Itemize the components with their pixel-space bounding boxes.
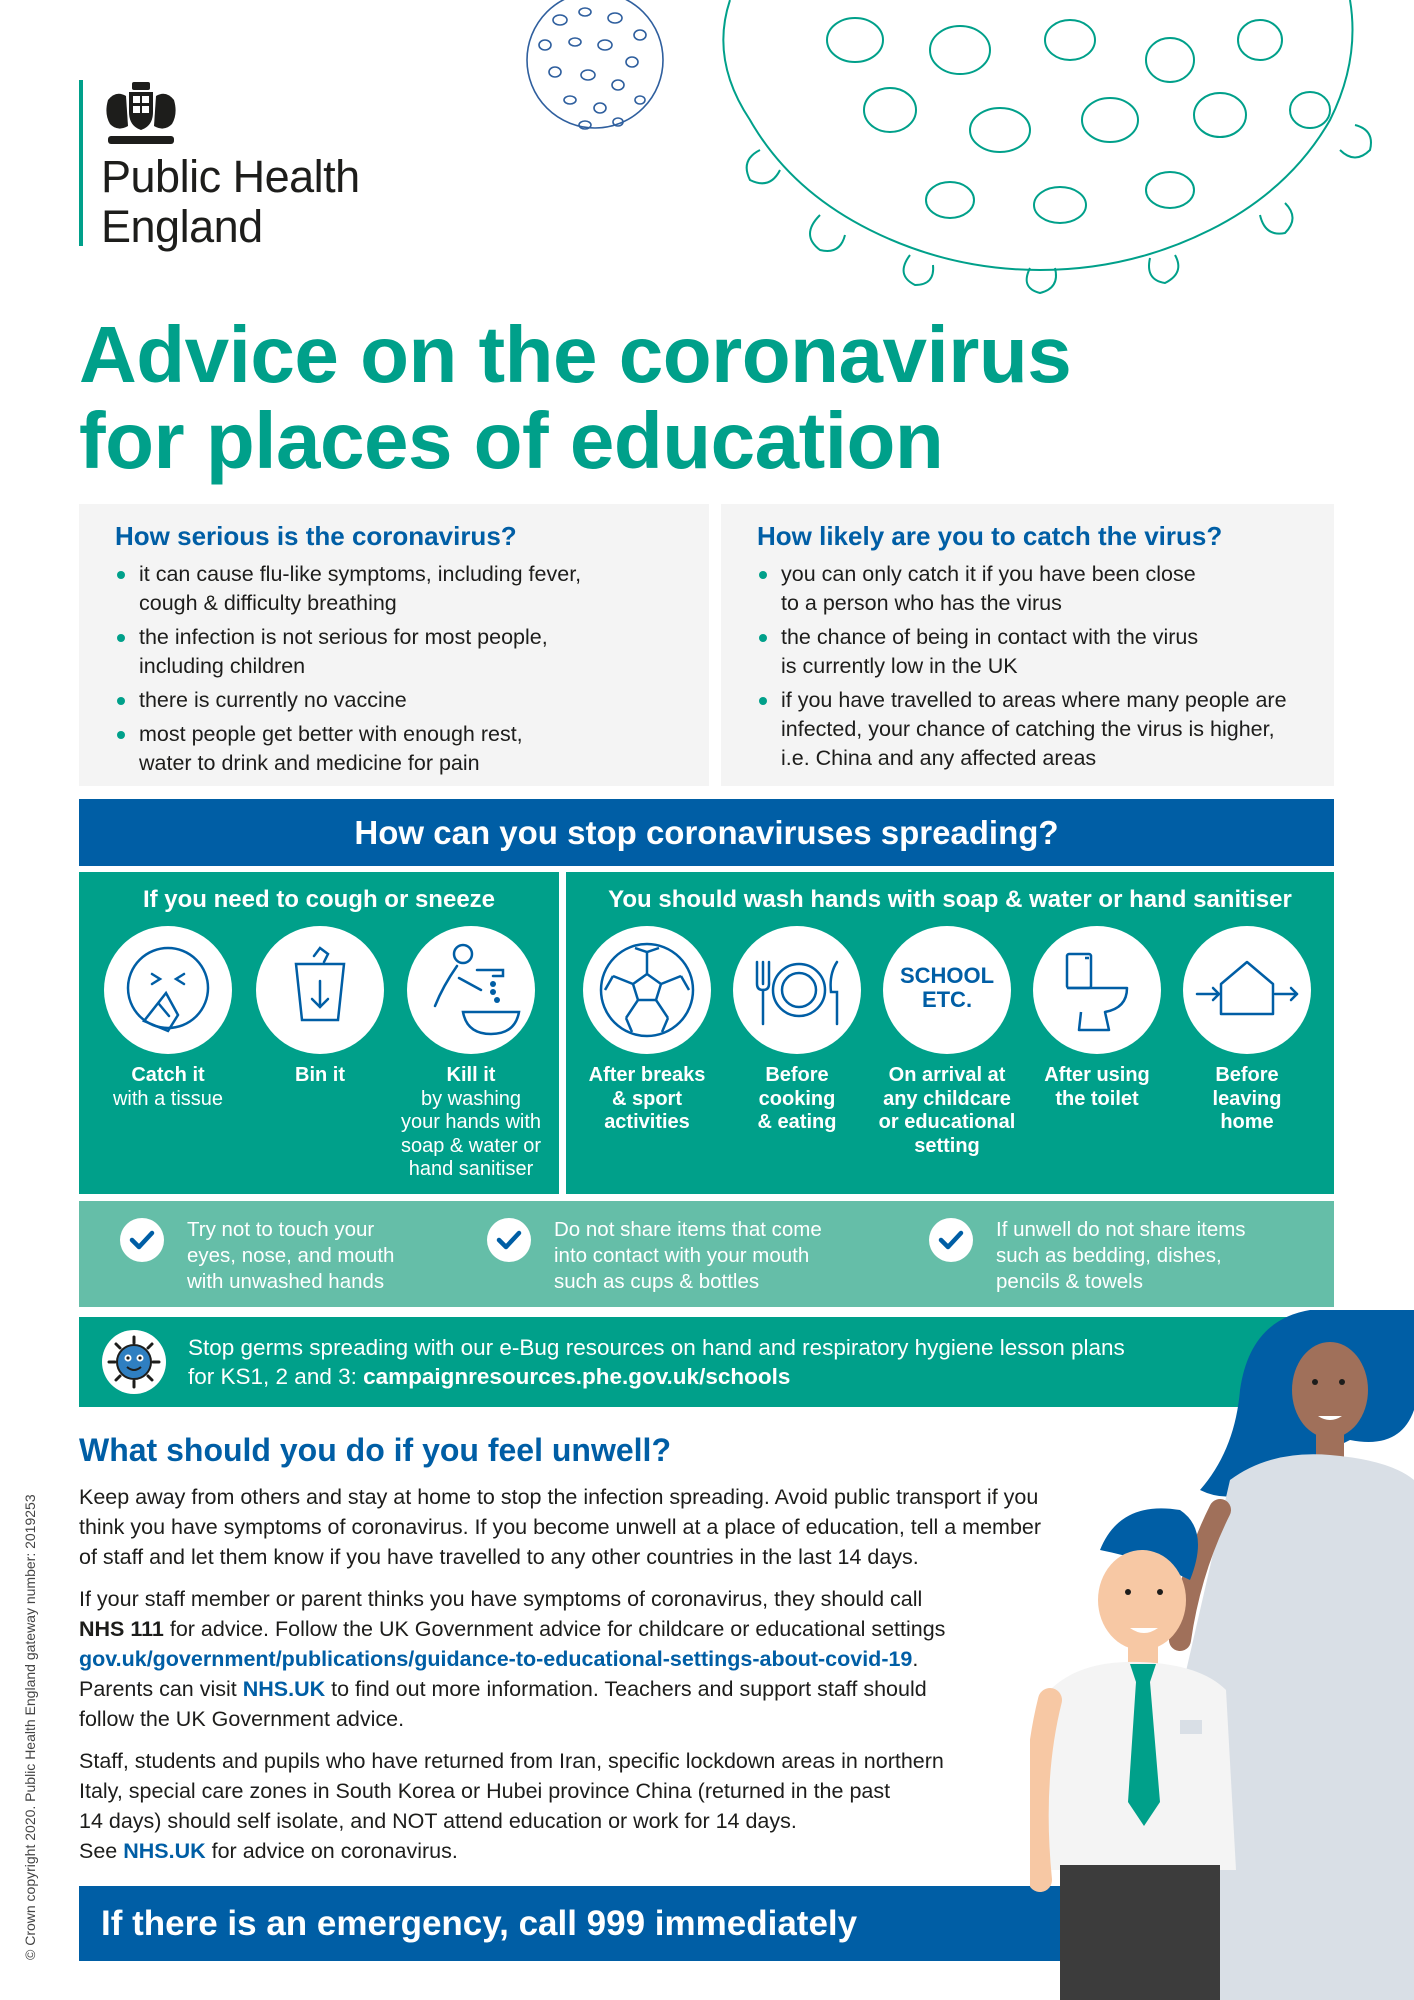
after-breaks-caption: After breaks & sport activities — [588, 1064, 706, 1133]
unwell-paragraph-3: Staff, students and pupils who have returned from Iran, specific lockdown areas in northern Italy, special care zones in South Korea or Hubei province China (returned in the past 14 days) should self isolate, and NOT attend education or work for 14 days. See NHS.UK for advice on coronavirus. — [79, 1749, 944, 1863]
unwell-heading: What should you do if you feel unwell? — [79, 1432, 671, 1468]
wash-hands-heading: You should wash hands with soap & water or hand sanitiser — [608, 886, 1292, 913]
ebug-germ-icon — [101, 1329, 167, 1395]
check-icon — [487, 1218, 531, 1262]
ebug-line2: for KS1, 2 and 3: campaignresources.phe.gov.uk/schools — [188, 1364, 791, 1389]
gov-guidance-link[interactable]: gov.uk/government/publications/guidance-to-educational-settings-about-covid-19 — [79, 1647, 913, 1671]
cough-sneeze-panel — [79, 872, 559, 1194]
kill-it-caption: Kill it by washing your hands with soap & water or hand sanitiser — [400, 1064, 542, 1180]
plate-cutlery-icon — [733, 926, 861, 1054]
unwell-paragraph-1: Keep away from others and stay at home to stop the infection spreading. Avoid public transport if you think you have symptoms of coronavirus. If you become unwell at a place of education, tell a member of staff and let them know if you have travelled to any other countries in the last 14 days. — [79, 1485, 1042, 1569]
stop-spreading-banner: How can you stop coronaviruses spreading? — [79, 799, 1334, 866]
nhs-111-text: NHS 111 — [79, 1617, 164, 1641]
tip-no-touch: Try not to touch your eyes, nose, and mouth with unwashed hands — [187, 1218, 395, 1293]
ebug-line1: Stop germs spreading with our e-Bug resources on hand and respiratory hygiene lesson plans — [188, 1335, 1125, 1360]
tissue-face-icon — [104, 926, 232, 1054]
toilet-icon — [1033, 926, 1161, 1054]
copyright-notice: © Crown copyright 2020. Public Health England gateway number: 2019253 — [22, 1494, 38, 1960]
how-likely-box — [721, 504, 1334, 786]
handwash-icon — [407, 926, 535, 1054]
teacher-and-pupil-illustration — [1030, 1310, 1414, 2000]
check-icon — [929, 1218, 973, 1262]
logo-accent-bar — [79, 80, 83, 246]
bin-icon — [256, 926, 384, 1054]
school-icon — [883, 926, 1011, 1054]
list-item: it can cause flu-like symptoms, including fever, cough & difficulty breathing — [115, 560, 675, 618]
list-item: most people get better with enough rest, water to drink and medicine for pain — [115, 720, 675, 778]
how-serious-list — [115, 560, 675, 783]
virus-small-decoration-icon — [500, 0, 685, 140]
organisation-name-line2: England — [101, 201, 263, 252]
how-serious-heading: How serious is the coronavirus? — [115, 521, 517, 551]
football-icon — [583, 926, 711, 1054]
house-icon — [1183, 926, 1311, 1054]
list-item: the chance of being in contact with the virus is currently low in the UK — [757, 623, 1327, 681]
school-label: SCHOOL ETC. — [899, 963, 995, 1012]
page-title-line1: Advice on the coronavirus — [79, 310, 1072, 399]
how-likely-heading: How likely are you to catch the virus? — [757, 521, 1223, 551]
on-arrival-caption: On arrival at any childcare or educational setting — [878, 1064, 1016, 1157]
ebug-link[interactable]: campaignresources.phe.gov.uk/schools — [363, 1364, 791, 1389]
page-title-line2: for places of education — [79, 396, 944, 485]
list-item: you can only catch it if you have been close to a person who has the virus — [757, 560, 1327, 618]
how-serious-box — [79, 504, 709, 786]
catch-it-caption: Catch it with a tissue — [112, 1064, 224, 1110]
virus-large-decoration-icon — [700, 0, 1414, 300]
nhs-uk-link[interactable]: NHS.UK — [242, 1677, 326, 1701]
organisation-name-line1: Public Health — [101, 151, 360, 202]
how-likely-list — [757, 560, 1327, 778]
royal-crest-logo — [98, 80, 184, 150]
list-item: there is currently no vaccine — [115, 686, 675, 715]
list-item: the infection is not serious for most people, including children — [115, 623, 675, 681]
page-title — [79, 312, 1179, 484]
check-icon — [120, 1218, 164, 1262]
wash-hands-panel — [566, 872, 1334, 1194]
emergency-banner: If there is an emergency, call 999 immediately — [79, 1886, 1119, 1961]
nhs-uk-link[interactable]: NHS.UK — [123, 1839, 206, 1863]
tip-no-share-cups: Do not share items that come into contact with your mouth such as cups & bottles — [554, 1218, 822, 1293]
after-toilet-caption: After using the toilet — [1044, 1064, 1150, 1110]
unwell-paragraph-2: If your staff member or parent thinks you have symptoms of coronavirus, they should call NHS 111 for advice. Follow the UK Government advice for childcare or educational settings gov.uk/government/publications/guidance-to-educational-settings-about-covid-19. Parents can visit NHS.UK to find out more information. Teachers and support staff should follow the UK Government advice. — [79, 1587, 946, 1731]
bin-it-caption: Bin it — [295, 1064, 345, 1086]
organisation-name — [101, 152, 360, 252]
cough-sneeze-heading: If you need to cough or sneeze — [142, 886, 496, 913]
before-leaving-caption: Before leaving home — [1212, 1064, 1282, 1133]
tip-no-share-bedding: If unwell do not share items such as bedding, dishes, pencils & towels — [996, 1218, 1246, 1293]
list-item: if you have travelled to areas where many people are infected, your chance of catching the virus is higher, i.e. China and any affected areas — [757, 686, 1327, 773]
tips-bar — [79, 1201, 1334, 1307]
before-cooking-caption: Before cooking & eating — [757, 1064, 837, 1133]
